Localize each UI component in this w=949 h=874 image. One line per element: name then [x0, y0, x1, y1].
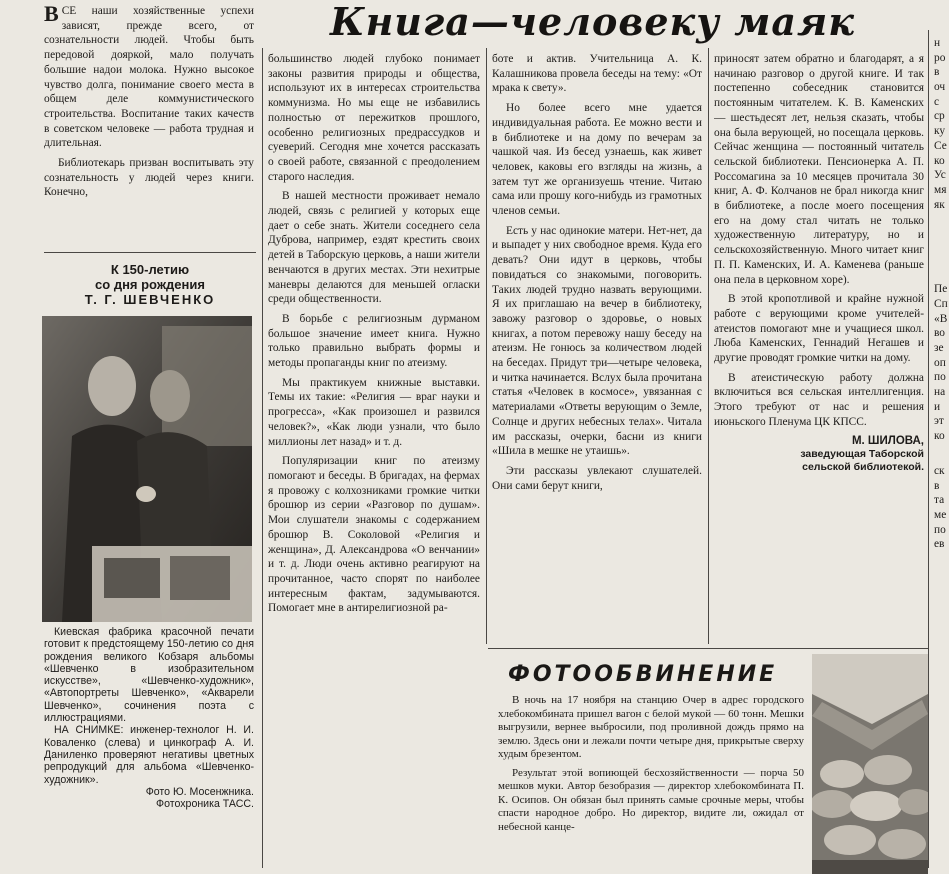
edge-fragment: ср [934, 110, 945, 123]
intro-paragraph-1: ВСЕ наши хозяйственные успехи зависят, прежде всего, от сознательности людей. Чтобы быть передовой дояркой, мало получать большие надои молока. Нужно высокое чувство долга, понимание своего места в общем деле коммунистического строительства. Воспитание таких качеств в советском человеке — работа трудная и длительная. [44, 4, 254, 150]
dropcap: В [44, 4, 59, 26]
col3-paragraph-1: боте и актив. Учительница А. К. Калашникова провела беседы на тему: «От мрака к свету». [492, 53, 702, 95]
edge-fragment: ко [934, 430, 945, 443]
shevchenko-caption [44, 626, 254, 856]
edge-fragment: Сп [934, 297, 948, 310]
edge-fragment: во [934, 327, 945, 340]
intro-paragraph-2: Библиотекарь призван воспитывать эту сознательность у людей через книги. Конечно, [44, 157, 254, 199]
article-column-2 [268, 52, 480, 864]
edge-fragment: ро [934, 51, 946, 64]
shevchenko-heading-line3: Т. Г. ШЕВЧЕНКО [84, 292, 216, 307]
article-headline: Книга—человеку маяк [330, 0, 855, 44]
edge-fragment: як [934, 198, 945, 211]
column-rule-2 [486, 48, 487, 644]
caption-main: Киевская фабрика красочной печати готовит к предстоящему 150-летию со дня рождения великого Кобзаря альбомы «Шевченко в изобразительном искусстве», «Шевченко-художник», «Автопортреты Шевченко», «Акварели Шевченко», сочинения поэта с иллюстрациями. [44, 626, 254, 725]
column-rule-3 [708, 48, 709, 644]
photo-credit-2: Фотохроника ТАСС. [156, 798, 254, 811]
edge-fragment: та [934, 494, 945, 507]
edge-fragment: оч [934, 81, 946, 94]
author-name: М. ШИЛОВА, [851, 434, 924, 447]
col2-paragraph-2: В нашей местности проживает немало людей, связь с религией у которых еще дает о себе знать. Жители соседнего села Дуброва, например, ездят крестить своих детей в Таборскую церковь, а наши жители венчаются в других местах. Эти нехитрые маневры делаются для меньшей огласки среди общественности. [268, 190, 480, 306]
shevchenko-photo [42, 316, 252, 622]
edge-fragment: на [934, 386, 946, 399]
intro-column [44, 4, 254, 244]
edge-fragment: и [934, 400, 941, 413]
fotoobvinenie-title: ФОТООБВИНЕНИЕ [508, 662, 778, 687]
flour-sacks-photo [812, 654, 928, 874]
edge-fragment: ку [934, 125, 946, 138]
photo-credit-1: Фото Ю. Мосенжника. [145, 785, 254, 798]
col2-paragraph-3: В борьбе с религиозным дурманом большое значение имеет книга. Нужно только правильно выбрать формы и методы пропаганды книг по атеизму. [268, 312, 480, 370]
edge-fragment: по [934, 523, 946, 536]
col4-paragraph-3: В атеистическую работу должна включиться вся сельская интеллигенция. Этого требуют от нас и решения июньского Пленума ЦК КПСС. [714, 371, 924, 428]
author-signature [714, 435, 924, 474]
shevchenko-heading-line2: со дня рождения [95, 277, 205, 292]
edge-fragment: зе [934, 342, 944, 354]
edge-fragment: по [934, 371, 946, 384]
col3-paragraph-2: Но более всего мне удается индивидуальная работа. Ее можно вести и в библиотеке и на дому по вечерам за чашкой чая. Из бесед узнаешь, как живет человек, каковы его взгляды на жизнь, а затем тут же организуешь чтение. Читаю сама или прошу кого-нибудь из грамотных членов семьи. [492, 102, 702, 218]
author-role-2: сельской библиотекой. [802, 460, 924, 473]
fotoobvinenie-top-rule [488, 648, 928, 649]
article-column-4 [714, 52, 924, 644]
edge-fragment: с [934, 95, 940, 108]
edge-fragment: ме [934, 508, 947, 521]
edge-lines-top [934, 36, 949, 212]
col2-paragraph-4: Мы практикуем книжные выставки. Темы их такие: «Религия — враг науки и прогресса», «Как произошел и развился человек?», «Как люди узнали, что было миллионы лет назад» и т. д. [268, 376, 480, 448]
flour-sacks-illustration [812, 654, 928, 874]
author-role-1: заведующая Таборской [800, 447, 924, 460]
edge-lines-bot [934, 464, 949, 552]
adjacent-article-edge [934, 36, 949, 874]
edge-fragment: ко [934, 154, 945, 167]
edge-lines-mid [934, 282, 949, 444]
article-column-3 [492, 52, 702, 644]
edge-fragment: Ус [934, 169, 946, 182]
fotoobvinenie-paragraph-2: Результат этой вопиющей бесхозяйственности — порча 50 мешков муки. Автор безобразия — директор хлебокомбината П. К. Осипов. Он обязан был принять самые срочные меры, чтобы спасти народное добро. Но директор, видите ли, ожидал от небесной канце- [498, 766, 804, 833]
edge-fragment: оп [934, 356, 946, 369]
col3-paragraph-4: Эти рассказы увлекают слушателей. Они сами берут книги, [492, 464, 702, 492]
col2-paragraph-1: большинство людей глубоко понимает законы развития природы и общества, используют их в интересах строительства коммунизма. Но мы еще не избавились полностью от пережитков прошлого, особенно религиозных предрассудков и суеверий. Сегодня мне хочется рассказать о своей работе, связанной с преодолением старого наследия. [268, 53, 480, 183]
edge-fragment: эт [934, 415, 944, 428]
photo-illustration [42, 316, 252, 622]
edge-fragment: в [934, 479, 940, 492]
fotoobvinenie-paragraph-1: В ночь на 17 ноября на станцию Очер в адрес городского хлебокомбината пришел вагон с белой мукой — 60 тонн. Мешки выгрузили, вернее выбросили, под проливной дождь прямо на землю. Здесь они и лежали почти четыре дня, прикрытые сверху худым брезентом. [498, 694, 804, 760]
column-rule-1 [262, 48, 263, 868]
edge-fragment: в [934, 66, 940, 79]
edge-fragment: «В [934, 312, 948, 325]
col2-paragraph-5: Популяризации книг по атеизму помогают и беседы. В бригадах, на фермах я провожу с колхозниками громкие читки брошюр из серии «Разговор по душам». Мои слушатели знакомы с содержанием брошюр В. Соколовой «Религия и женщина», Д. Александрова «О венчании» и т. д. Люди очень активно реагируют на прочитанное, часто спорят по наиболее интересным фактам, задумываются. Помогает мне в антирелигиозной ра- [268, 455, 480, 615]
caption-photo: НА СНИМКЕ: инженер-технолог Н. И. Коваленко (слева) и цинкограф А. И. Даниленко проверяют негативы цветных репродукций для альбома «Шевченко-художник». [44, 724, 254, 786]
column-rule-4 [928, 30, 929, 868]
divider [44, 252, 256, 253]
edge-fragment: ев [934, 538, 945, 551]
edge-fragment: мя [934, 183, 947, 196]
shevchenko-heading [44, 262, 256, 307]
edge-fragment: Се [934, 139, 947, 152]
fotoobvinenie-text [498, 694, 804, 870]
col3-paragraph-3: Есть у нас одинокие матери. Нет-нет, да и выпадет у них свободное время. Куда его девать? Они идут в церковь, чтобы повидаться со знакомыми, поговорить. Таких людей трудно назвать верующими. Я их приглашаю на вечер в библиотеку, завожу разговор о здоровье, о новых книгах, а потом перевожу нашу беседу на атеизм. Не гонюсь за количеством людей на беседах. Придут три—четыре человека, и читка начинается. Вслух была прочитана статья «Человек в космосе», увязанная с материалами «Ответы верующим о Земле, Солнце и других небесных телах». Читала им рассказы, очерки, басни из книги «Шила в мешке не утаишь». [492, 224, 702, 458]
col4-paragraph-2: В этой кропотливой и крайне нужной работе с верующими кроме учителей-атеистов помогают мне и учащиеся школ. Люба Каменских, Геннадий Негашев и другие проводят громкие читки на дому. [714, 293, 924, 365]
edge-fragment: н [934, 37, 941, 49]
edge-fragment: ск [934, 464, 945, 477]
shevchenko-heading-line1: К 150-летию [110, 262, 190, 277]
col4-paragraph-1: приносят затем обратно и благодарят, а я начинаю разговор о другой книге. И так постепенно собеседник становится постоянным читателем. К. В. Каменских — шестьдесят лет, нельзя сказать, чтобы она была верующей, но посещала церковь. Сейчас женщина — постоянный читатель сельской библиотеки. Пенсионерка А. П. Россомагина за 10 месяцев прочитала 30 книг, А. Ф. Колчанов не брал никогда книг в библиотеке, а после моего посещения его на дому стал читать не только художественную литературу, но и сельскохозяйственную. Много читает книг П. П. Каменских, И. А. Каменева (раньше она пела в церковном хоре). [714, 53, 924, 286]
edge-fragment: Пе [934, 283, 948, 296]
